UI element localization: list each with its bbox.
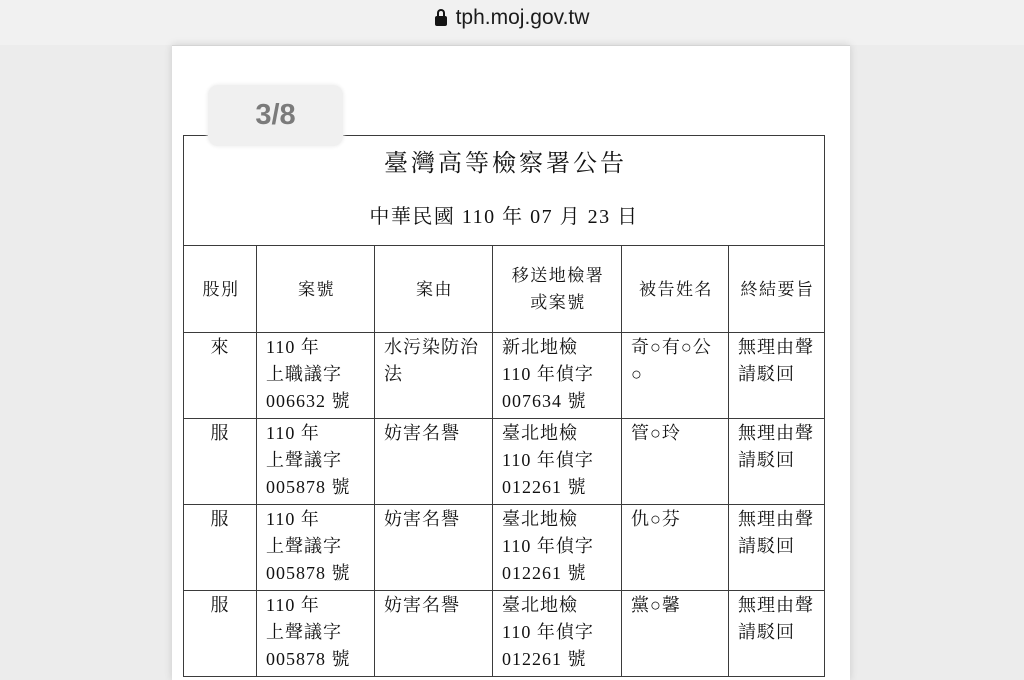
announcement-table bbox=[183, 135, 825, 677]
cell-case-number: 110 年 上聲議字 005878 號 bbox=[257, 419, 375, 505]
cell-case-number: 110 年 上聲議字 005878 號 bbox=[257, 591, 375, 677]
cell-transfer-office: 新北地檢 110 年偵字 007634 號 bbox=[493, 333, 622, 419]
column-header-cause: 案由 bbox=[375, 246, 493, 333]
column-header-case-number: 案號 bbox=[257, 246, 375, 333]
cell-transfer-office: 臺北地檢 110 年偵字 012261 號 bbox=[493, 505, 622, 591]
cell-cause: 妨害名譽 bbox=[375, 505, 493, 591]
announcement-header-row bbox=[184, 136, 825, 246]
cell-defendant: 管○玲 bbox=[622, 419, 729, 505]
lock-icon-body bbox=[435, 16, 447, 26]
column-header-row bbox=[184, 246, 825, 333]
table-row bbox=[184, 591, 825, 677]
cell-summary: 無理由聲請駁回 bbox=[729, 419, 825, 505]
cell-transfer-office: 臺北地檢 110 年偵字 012261 號 bbox=[493, 419, 622, 505]
cell-summary: 無理由聲請駁回 bbox=[729, 505, 825, 591]
browser-address-bar[interactable] bbox=[0, 0, 1024, 45]
cell-division: 來 bbox=[184, 333, 257, 419]
page-indicator bbox=[208, 85, 343, 146]
cell-case-number: 110 年 上聲議字 005878 號 bbox=[257, 505, 375, 591]
cell-division: 服 bbox=[184, 505, 257, 591]
announcement-date: 中華民國 110 年 07 月 23 日 bbox=[369, 206, 639, 228]
url-text[interactable]: tph.moj.gov.tw bbox=[455, 6, 590, 29]
announcement-title: 臺灣高等檢察署公告 bbox=[384, 151, 628, 177]
cell-division: 服 bbox=[184, 591, 257, 677]
cell-transfer-office: 臺北地檢 110 年偵字 012261 號 bbox=[493, 591, 622, 677]
cell-cause: 妨害名譽 bbox=[375, 419, 493, 505]
pdf-page bbox=[172, 45, 850, 680]
cell-defendant: 黨○馨 bbox=[622, 591, 729, 677]
cell-summary: 無理由聲請駁回 bbox=[729, 333, 825, 419]
cell-summary: 無理由聲請駁回 bbox=[729, 591, 825, 677]
cell-cause: 水污染防治法 bbox=[375, 333, 493, 419]
cell-case-number: 110 年 上職議字 006632 號 bbox=[257, 333, 375, 419]
cell-defendant: 奇○有○公○ bbox=[622, 333, 729, 419]
url-display[interactable] bbox=[0, 0, 1024, 36]
cell-cause: 妨害名譽 bbox=[375, 591, 493, 677]
lock-icon bbox=[435, 9, 447, 26]
cell-defendant: 仇○芬 bbox=[622, 505, 729, 591]
table-row bbox=[184, 333, 825, 419]
announcement-header-cell bbox=[184, 136, 825, 246]
table-row bbox=[184, 419, 825, 505]
column-header-transfer-office: 移送地檢署 或案號 bbox=[493, 246, 622, 333]
column-header-division: 股別 bbox=[184, 246, 257, 333]
cell-division: 服 bbox=[184, 419, 257, 505]
page-indicator-text: 3/8 bbox=[255, 99, 296, 131]
column-header-summary: 終結要旨 bbox=[729, 246, 825, 333]
column-header-defendant: 被告姓名 bbox=[622, 246, 729, 333]
table-row bbox=[184, 505, 825, 591]
